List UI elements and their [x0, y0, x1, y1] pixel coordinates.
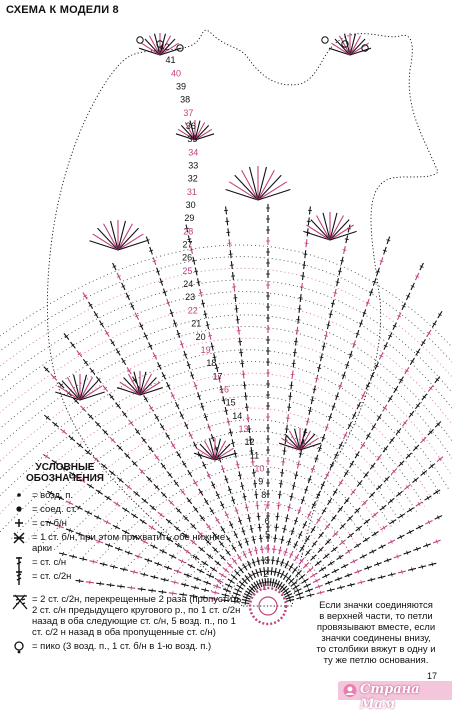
stitch-mark	[229, 432, 233, 433]
stitch-mark	[199, 292, 203, 293]
stitch-mark	[401, 570, 402, 574]
row-number: 38	[180, 95, 190, 105]
stitch-mark	[412, 567, 413, 571]
stitch-mark	[336, 282, 340, 283]
stitch-mark	[422, 565, 423, 569]
stitch-mark	[283, 529, 287, 530]
row-number: 28	[183, 226, 193, 236]
row-number: 23	[185, 292, 195, 302]
row-number: 14	[232, 411, 242, 421]
row-number: 39	[176, 82, 186, 92]
stitch-mark	[371, 578, 372, 582]
single-crochet-icon	[10, 517, 28, 531]
page-number: 17	[427, 671, 437, 681]
stitch-mark	[313, 389, 317, 390]
stitch-mark	[330, 588, 331, 592]
row-number: 3	[264, 556, 269, 566]
stitch-mark	[254, 550, 258, 551]
picot-mark	[322, 37, 328, 43]
stitch-mark	[231, 443, 235, 444]
row-number: 13	[239, 424, 249, 434]
stitch-mark	[240, 486, 244, 487]
row-number: 42	[159, 42, 169, 52]
chain-arc	[0, 257, 452, 494]
stitch-mark	[320, 591, 321, 595]
row-number: 2	[263, 569, 268, 579]
treble-crochet-icon	[10, 570, 28, 584]
stitch-mark	[310, 593, 311, 597]
row-number: 33	[188, 161, 198, 171]
legend-item	[10, 532, 245, 554]
stitch-mark	[224, 410, 228, 411]
row-number: 17	[213, 371, 223, 381]
row-number: 15	[226, 398, 236, 408]
stitch-mark	[322, 346, 326, 347]
brand-logo-icon	[342, 683, 358, 698]
stitch-mark	[252, 539, 256, 540]
legend-item-text: = 2 ст. с/2н, перекрещенные 2 раза (пропустить 2 ст. с/н предыдущего кругового р., по 1 ст. с/2н назад в оба следующие ст. с/н, 5 возд. п., по 1 ст. с/2 н назад в оба пропущенные ст. с/н)	[32, 594, 242, 638]
row-number: 25	[182, 266, 192, 276]
stitch-mark	[361, 580, 362, 584]
stitch-mark	[278, 550, 282, 551]
legend-item	[10, 641, 245, 652]
brand-text: Страна Мам	[360, 682, 452, 712]
stitch-mark	[331, 303, 335, 304]
row-number: 12	[244, 437, 254, 447]
stitch-mark	[329, 314, 333, 315]
stitch-mark	[315, 378, 319, 379]
row-number: 19	[201, 345, 211, 355]
stitch-mark	[340, 260, 344, 261]
row-number: 18	[206, 358, 216, 368]
row-number: 16	[219, 384, 229, 394]
legend-heading: УСЛОВНЫЕ ОБОЗНАЧЕНИЯ	[20, 462, 110, 484]
row-number: 21	[191, 319, 201, 329]
row-number: 29	[184, 213, 194, 223]
stitch-mark	[245, 507, 249, 508]
stitch-mark	[208, 335, 212, 336]
row-number: 26	[182, 253, 192, 263]
legend	[10, 490, 245, 655]
stitch-mark	[190, 250, 194, 251]
stitch-mark	[391, 573, 392, 577]
legend-item-text: = возд. п.	[32, 490, 73, 501]
row-number: 1	[262, 582, 267, 592]
chain-dot-icon	[10, 489, 28, 503]
stitch-mark	[351, 583, 352, 587]
stitch-mark	[319, 357, 323, 358]
stitch-mark	[287, 507, 291, 508]
stitch-mark	[197, 282, 201, 283]
stitch-mark	[381, 575, 382, 579]
stitch-mark	[308, 410, 312, 411]
stitch-mark	[306, 421, 310, 422]
stitch-mark	[206, 325, 210, 326]
row-number: 11	[250, 450, 259, 460]
row-number: 10	[254, 463, 264, 473]
row-number: 7	[263, 503, 268, 513]
stitch-mark	[324, 335, 328, 336]
stitch-mark	[210, 346, 214, 347]
stitch-mark	[310, 400, 314, 401]
stitch-mark	[317, 368, 321, 369]
stitch-mark	[276, 561, 280, 562]
row-number: 31	[187, 187, 197, 197]
row-number: 4	[265, 542, 270, 552]
stitch-mark	[338, 271, 342, 272]
row-number: 24	[183, 279, 193, 289]
stitch-mark	[238, 475, 242, 476]
legend-item-text: = соед. ст.	[32, 504, 77, 515]
legend-item	[10, 518, 245, 529]
stitch-mark	[201, 303, 205, 304]
row-number: 20	[196, 332, 206, 342]
stitch-mark	[296, 464, 300, 465]
legend-item	[10, 490, 245, 501]
slip-stitch-icon	[10, 503, 28, 517]
single-crochet-x-icon	[10, 531, 28, 545]
stitch-mark	[345, 239, 349, 240]
stitch-mark	[226, 421, 230, 422]
picot-icon	[10, 640, 28, 654]
legend-item	[10, 557, 245, 568]
row-number: 30	[186, 200, 196, 210]
stitch-mark	[432, 562, 433, 566]
row-number: 32	[188, 174, 198, 184]
stitch-mark	[300, 596, 301, 600]
row-number: 5	[265, 529, 270, 539]
stitch-mark	[299, 453, 303, 454]
stitch-mark	[333, 292, 337, 293]
legend-item-text: = ст. с/2н	[32, 571, 71, 582]
picot-mark	[137, 37, 143, 43]
legend-item	[10, 571, 245, 582]
row-number: 22	[188, 305, 198, 315]
stitch-mark	[203, 314, 207, 315]
stitch-mark	[247, 518, 251, 519]
row-number: 41	[165, 55, 175, 65]
stitch-mark	[256, 561, 260, 562]
stitch-mark	[280, 539, 284, 540]
chart-title: СХЕМА К МОДЕЛИ 8	[6, 4, 119, 16]
row-number: 40	[171, 68, 181, 78]
stitch-mark	[292, 486, 296, 487]
legend-item-text: = ст. б/н	[32, 518, 67, 529]
row-number: 8	[261, 490, 266, 500]
row-number: 37	[183, 108, 193, 118]
row-number: 34	[188, 147, 198, 157]
row-number: 27	[182, 240, 192, 250]
legend-item	[10, 594, 245, 638]
double-crochet-icon	[10, 556, 28, 570]
stitch-mark	[236, 464, 240, 465]
stitch-mark	[340, 586, 341, 590]
row-number: 6	[265, 516, 270, 526]
row-number: 36	[186, 121, 196, 131]
brand-watermark	[338, 681, 452, 700]
stitch-mark	[290, 598, 291, 602]
legend-item-text: = 1 ст. б/н, при этом прихватить обе нижние арки	[32, 532, 225, 554]
row-number: 35	[187, 134, 197, 144]
stitch-mark	[250, 529, 254, 530]
stitch-mark	[343, 250, 347, 251]
legend-item-text: = ст. с/н	[32, 557, 66, 568]
legend-item	[10, 504, 245, 515]
instruction-note: Если значки соединяются в верхней части, то петли провязывают вместе, если значки соединены внизу, то столбики вяжут в одну и ту же петлю основания.	[316, 600, 436, 666]
crossed-treble-icon	[10, 593, 28, 607]
row-number: 9	[258, 477, 263, 487]
legend-item-text: = пико (3 возд. п., 1 ст. б/н в 1-ю возд. п.)	[32, 641, 211, 652]
stitch-mark	[273, 571, 277, 572]
stitch-mark	[326, 325, 330, 326]
